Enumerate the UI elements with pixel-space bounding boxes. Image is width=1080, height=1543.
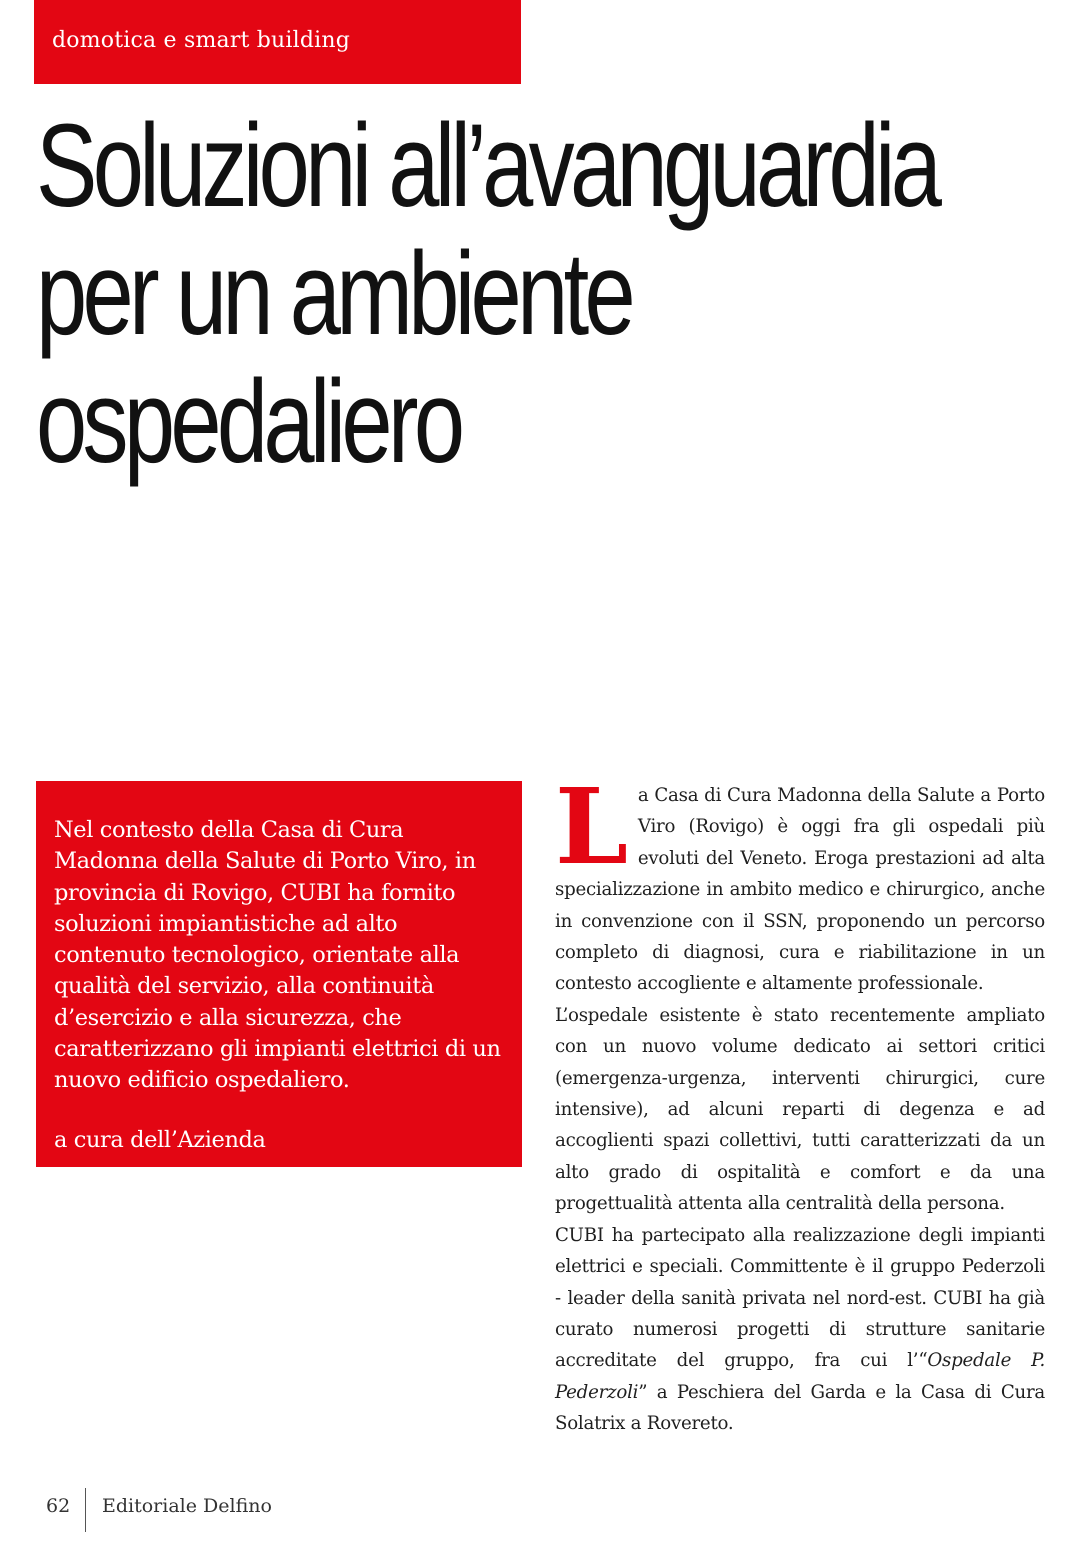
body-paragraph-3-start: CUBI ha partecipato alla realizzazione degli impianti elettrici e speciali. Committente è il gruppo Pederzoli - leader della sanità privata nel nord-est. CUBI ha già curato numerosi progetti di strutture sanitarie accreditate del gruppo, fra cui l’“ [555,1224,1045,1372]
body-paragraph-3-end: ” a Peschiera del Garda e la Casa di Cura Solatrix a Rovereto. [555,1381,1045,1435]
headline-line-1: Soluzioni all’avanguardia [36,100,938,232]
lead-text: Nel contesto della Casa di Cura Madonna della Salute di Porto Viro, in provincia di Rovigo, CUBI ha fornito soluzioni impiantistiche ad alto contenuto tecnologico, orientate alla qualità del servizio, alla continuità d’esercizio e alla sicurezza, che caratterizzano gli impianti elettrici di un nuovo edificio ospedaliero. [54,817,501,1094]
headline-line-2: per un ambiente [36,228,631,360]
body-paragraph-1: a Casa di Cura Madonna della Salute a Porto Viro (Rovigo) è oggi fra gli ospedali più evoluti del Veneto. Eroga prestazioni ad alta specializzazione in ambito medico e chirurgico, anche in convenzione con il SSN, proponendo un percorso completo di diagnosi, cura e riabilitazione in un contesto accogliente e altamente professionale. [555,785,1045,995]
footer-divider [85,1488,86,1532]
body-paragraph-3 [555,1220,1045,1440]
section-label: domotica e smart building [52,28,351,53]
body-paragraph-2: L’ospedale esistente è stato recentemente ampliato con un nuovo volume dedicato ai settori critici (emergenza-urgenza, interventi chirurgici, cure intensive), ad alcuni reparti di degenza e ad accoglienti spazi collettivi, tutti caratterizzati da un alto grado di ospitalità e comfort e da una progettualità attenta alla centralità della persona. [555,1004,1045,1215]
hospital-name-italic: Ospedale P. Pederzoli [555,1350,1046,1403]
page-number: 62 [46,1495,71,1517]
drop-cap: L [555,765,628,888]
section-banner [34,0,521,84]
article-body [555,765,1046,1440]
publisher-name: Editoriale Delfino [102,1495,272,1517]
headline-line-3: ospedaliero [36,356,461,488]
lead-box [36,781,522,1167]
lead-byline: a cura dell’Azienda [54,1126,266,1153]
article-headline [36,100,938,488]
